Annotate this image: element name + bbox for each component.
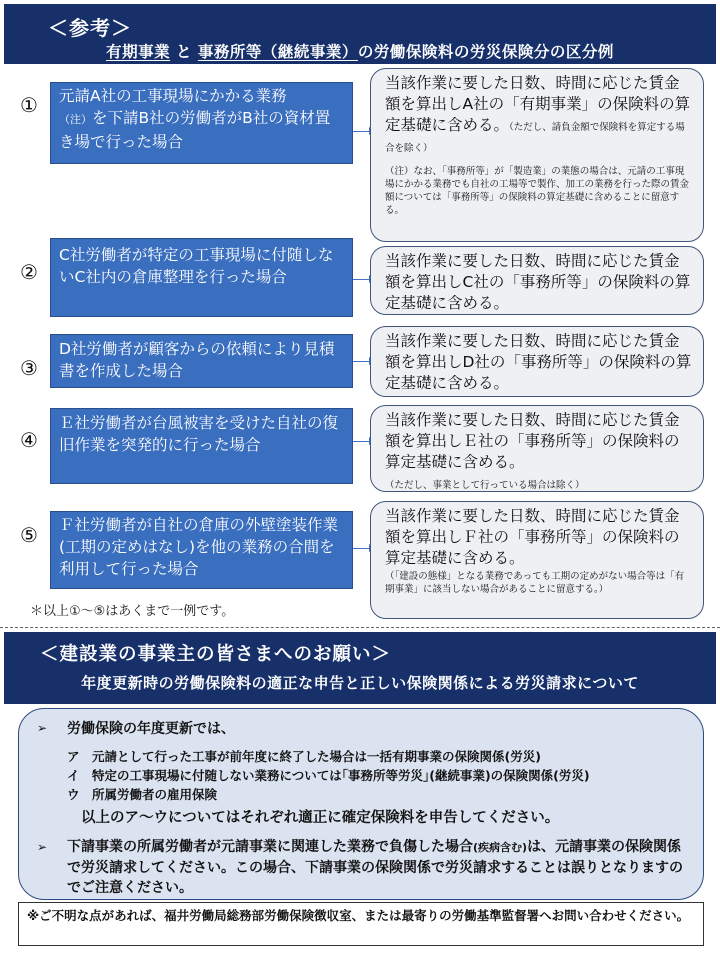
case-box-2 [50,238,353,317]
request-item-a: ア 元請として行った工事が前年度に終了した場合は一括有期事業の保険関係(労災) [67,749,541,764]
result-4-small: （ただし、事業として行っている場合は除く） [385,480,585,491]
bullet-arrow-icon: ➢ [37,840,48,854]
request-box [18,708,704,900]
bullet-2-part-c: 元請事業の保険関係で労災請求してください。この場合、下請事業の保険関係で労災請求することは誤りとなりますのでご注意ください。 [67,839,683,896]
example-note: ＊以上①～⑤はあくまで一例です。 [30,604,235,619]
case-2-text: C社労働者が特定の工事現場に付随しないC社内の倉庫整理を行った場合 [59,246,334,286]
subtitle-jimusho: 事務所等（継続事業） [197,43,358,61]
case-number-4: ④ [20,428,38,452]
request-header [4,632,716,704]
result-1-small: （ただし、請負金額で保険料を算定する場合を除く） [385,122,685,154]
case-number-1: ① [20,93,38,117]
request-subtitle: 年度更新時の労働保険料の適正な申告と正しい保険関係による労災請求について [81,674,639,692]
request-item-i: イ 特定の工事現場に付随しない業務については｢事務所等労災｣(継続事業)の保険関係(労災) [67,768,590,783]
result-5-text: 当該作業に要した日数、時間に応じた賃金額を算出しＦ社の「事務所等」の保険料の算定基礎に含める。 [385,507,680,567]
request-item-u: ウ 所属労働者の雇用保険 [67,787,218,802]
case-5-text: Ｆ社労働者が自社の倉庫の外壁塗装作業(工期の定めはなし)を他の業務の合間を利用して行った場合 [59,516,339,578]
case-3-text: D社労働者が顧客からの依頼により見積書を作成した場合 [59,340,335,380]
request-bullet-2 [67,837,687,898]
case-1-text-b: を下請B社の労働者がB社の資材置き場で行った場合 [59,109,331,151]
result-box-4 [370,405,704,492]
result-5-small: （「建設の態様」となる業務であっても工期の定めがない場合等は「有期事業」に該当しない場合があることに留意する。） [385,571,685,595]
result-4-text: 当該作業に要した日数、時間に応じた賃金額を算出しＥ社の「事務所等」の保険料の算定基礎に含める。 [385,411,680,471]
case-box-3 [50,334,353,388]
result-box-1 [370,68,704,242]
case-box-5 [50,511,353,589]
result-3-text: 当該作業に要した日数、時間に応じた賃金額を算出しD社の「事務所等」の保険料の算定基礎に含める。 [385,332,692,392]
case-box-4 [50,408,353,484]
reference-header [4,4,716,64]
bullet-2-small: (疾病含む) [473,841,528,854]
bullet-arrow-icon: ➢ [37,721,48,735]
subtitle-to: と [170,43,198,61]
section-divider [0,627,720,628]
request-summary: 以上のア～ウについてはそれぞれ適正に確定保険料を申告してください。 [81,810,560,826]
reference-subtitle [4,40,716,62]
case-box-1 [50,82,353,164]
request-bullet-1: 労働保険の年度更新では、 [67,721,235,737]
result-1-note: （注）なお、「事務所等」が「製造業」の業態の場合は、元請の工事現場にかかる業務でも自社の工場等で製作、加工の業務を行った際の賃金額については「事務所等」の保険料の算定基礎に含めることに留意する。 [385,166,690,216]
bullet-2-part-a: 下請事業の所属労働者が元請事業に関連した業務で負傷した場合 [67,839,473,855]
result-1-text: 当該作業に要した日数、時間に応じた賃金額を算出しA社の「有期事業」の保険料の算定基礎に含める。 [385,74,691,134]
reference-heading: ＜参考＞ [48,16,132,40]
result-box-2 [370,246,704,315]
result-box-3 [370,326,704,397]
case-4-text: Ｅ社労働者が台風被害を受けた自社の復旧作業を突発的に行った場合 [59,414,339,454]
result-2-text: 当該作業に要した日数、時間に応じた賃金額を算出しC社の「事務所等」の保険料の算定基礎に含める。 [385,252,691,312]
case-number-5: ⑤ [20,523,38,547]
request-heading: ＜建設業の事業主の皆さまへのお願い＞ [40,644,392,665]
result-box-5 [370,501,704,619]
subtitle-yuki: 有期事業 [106,43,171,61]
footer-note: ※ご不明な点があれば、福井労働局総務部労働保険徴収室、または最寄りの労働基準監督署へお問い合わせください。 [18,902,704,946]
case-number-2: ② [20,260,38,284]
case-1-note-mark: （注） [59,113,92,126]
case-number-3: ③ [20,356,38,380]
subtitle-rest: の労働保険料の労災保険分の区分例 [357,43,614,61]
bullet-2-part-b: は、 [527,839,556,855]
case-1-text-a: 元請A社の工事現場にかかる業務 [59,87,287,105]
